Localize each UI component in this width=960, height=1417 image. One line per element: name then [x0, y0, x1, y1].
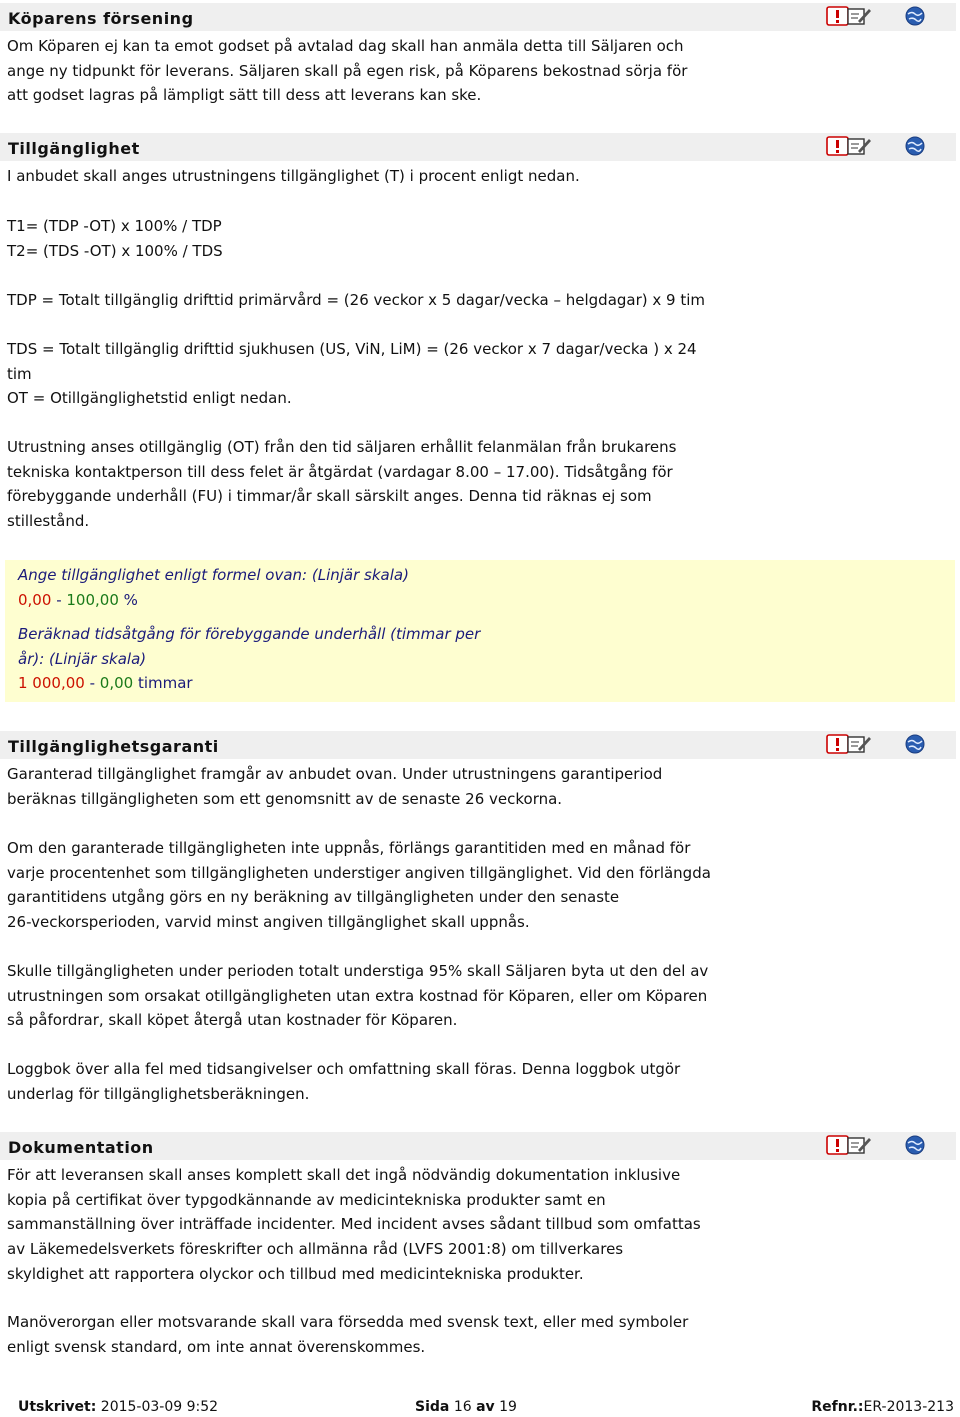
- edit-icon[interactable]: [846, 5, 872, 27]
- section-icons: [826, 5, 936, 29]
- page-of: av: [476, 1399, 495, 1415]
- text-line: Beräknad tidsåtgång för förebyggande underhåll (timmar per: [18, 625, 481, 643]
- text-line: Om Köparen ej kan ta emot godset på avtalad dag skall han anmäla detta till Säljaren och: [7, 37, 684, 55]
- text-line: av Läkemedelsverkets föreskrifter och allmänna råd (LVFS 2001:8) om tillverkares: [7, 1240, 624, 1259]
- text-line: tim: [7, 364, 32, 383]
- text-line: Om den garanterade tillgängligheten inte uppnås, förlängs garantitiden med en månad för: [7, 839, 691, 857]
- text-line: skyldighet att rapportera olyckor och tillbud med medicintekniska produkter.: [7, 1264, 584, 1283]
- dokumentation-p1: [7, 1163, 807, 1287]
- ref-value: ER-2013-213: [863, 1399, 954, 1415]
- text-line: sammanställning över inträffade incidenter. Med incident avses sådant tillbud som omfattas: [7, 1215, 701, 1234]
- text-line: Utrustning anses otillgänglig (OT) från den tid säljaren erhållit felanmälan från brukarens: [7, 438, 677, 456]
- page-number: [415, 1399, 517, 1415]
- tillganglighet-body: [7, 435, 807, 534]
- text-line: Garanterad tillgänglighet framgår av anbudet ovan. Under utrustningens garantiperiod: [7, 765, 663, 783]
- value-unit: timmar: [137, 674, 193, 692]
- definition-ot: OT = Otillgänglighetstid enligt nedan.: [7, 389, 292, 408]
- text-line: För att leveransen skall anses komplett skall det ingå nödvändig dokumentation inklusive: [7, 1166, 681, 1184]
- formula-t2: T2= (TDS -OT) x 100% / TDS: [7, 242, 223, 260]
- section-icons: [826, 135, 936, 159]
- globe-icon[interactable]: [904, 5, 926, 27]
- answer-box: [5, 560, 955, 702]
- value-sep: -: [56, 591, 62, 609]
- value-high: 0,00: [99, 674, 134, 692]
- globe-icon[interactable]: [904, 135, 926, 157]
- garanti-p3: [7, 959, 807, 1033]
- section-header-koparens-forsening: [0, 3, 956, 31]
- question-availability: Ange tillgänglighet enligt formel ovan: (Linjär skala): [18, 566, 409, 584]
- answer-availability: [18, 588, 138, 613]
- text-line: förebyggande underhåll (FU) i timmar/år skall särskilt anges. Denna tid räknas ej som: [7, 487, 652, 506]
- section-header-tillganglighet: [0, 133, 956, 161]
- section-header-garanti: [0, 731, 956, 759]
- section-header-dokumentation: [0, 1132, 956, 1160]
- edit-icon[interactable]: [846, 1134, 872, 1156]
- text-line: beräknas tillgängligheten som ett genomsnitt av de senaste 26 veckorna.: [7, 789, 563, 808]
- value-low: 0,00: [18, 591, 52, 609]
- text-line: varje procentenhet som tillgängligheten understiger angiven tillgänglighet. Vid den förlängda: [7, 863, 711, 882]
- text-line: garantitidens utgång görs en ny beräkning av tillgängligheten under den senaste: [7, 888, 620, 907]
- printed-date: [18, 1399, 218, 1415]
- text-line: att godset lagras på lämpligt sätt till dess att leverans kan ske.: [7, 86, 482, 105]
- definition-tdp: TDP = Totalt tillgänglig drifttid primärvård = (26 veckor x 5 dagar/vecka – helgdagar) x 9 tim: [7, 291, 705, 309]
- page-label: Sida: [415, 1399, 450, 1415]
- text-line: 26-veckorsperioden, varvid minst angiven tillgänglighet skall uppnås.: [7, 913, 530, 932]
- tillganglighet-intro: I anbudet skall anges utrustningens tillgänglighet (T) i procent enligt nedan.: [7, 167, 580, 185]
- value-unit: %: [123, 591, 138, 609]
- text-line: underlag för tillgänglighetsberäkningen.: [7, 1084, 310, 1103]
- text-line: Skulle tillgängligheten under perioden totalt understiga 95% skall Säljaren byta ut den del av: [7, 962, 709, 980]
- garanti-p2: [7, 836, 807, 935]
- section-title: Dokumentation: [8, 1138, 154, 1157]
- globe-icon[interactable]: [904, 733, 926, 755]
- text-line: Manöverorgan eller motsvarande skall vara försedda med svensk text, eller med symboler: [7, 1313, 689, 1331]
- text-line: så påfordrar, skall köpet återgå utan kostnader för Köparen.: [7, 1011, 458, 1030]
- text-line: enligt svensk standard, om inte annat överenskommes.: [7, 1337, 426, 1356]
- koparens-forsening-body: [7, 34, 807, 108]
- section-title: Tillgänglighet: [8, 139, 140, 158]
- section-icons: [826, 733, 936, 757]
- section-title: Köparens försening: [8, 9, 194, 28]
- text-line: år): (Linjär skala): [18, 649, 147, 668]
- formula-t1: T1= (TDP -OT) x 100% / TDP: [7, 217, 222, 235]
- answer-maintenance: [18, 671, 193, 696]
- globe-icon[interactable]: [904, 1134, 926, 1156]
- text-line: stillestånd.: [7, 512, 90, 531]
- text-line: TDS = Totalt tillgänglig drifttid sjukhusen (US, ViN, LiM) = (26 veckor x 7 dagar/vecka ) x 24: [7, 340, 697, 358]
- edit-icon[interactable]: [846, 733, 872, 755]
- reference-number: [811, 1399, 954, 1415]
- page-current: 16: [453, 1399, 472, 1415]
- definition-tds: [7, 337, 907, 411]
- value-sep: -: [89, 674, 95, 692]
- text-line: Loggbok över alla fel med tidsangivelser och omfattning skall föras. Denna loggbok utgör: [7, 1060, 681, 1078]
- printed-value: 2015-03-09 9:52: [100, 1399, 219, 1415]
- garanti-p1: [7, 762, 807, 811]
- text-line: ange ny tidpunkt för leverans. Säljaren skall på egen risk, på Köparens bekostnad sörja för: [7, 61, 688, 80]
- text-line: tekniska kontaktperson till dess felet är åtgärdat (vardagar 8.00 – 17.00). Tidsåtgång för: [7, 462, 673, 481]
- text-line: utrustningen som orsakat otillgängligheten utan extra kostnad för Köparen, eller om Köparen: [7, 986, 708, 1005]
- text-line: kopia på certifikat över typgodkännande av medicintekniska produkter samt en: [7, 1190, 606, 1209]
- page-total: 19: [499, 1399, 517, 1415]
- section-title: Tillgänglighetsgaranti: [8, 737, 219, 756]
- dokumentation-p2: [7, 1310, 807, 1359]
- question-maintenance: [18, 622, 480, 671]
- section-icons: [826, 1134, 936, 1158]
- garanti-p4: [7, 1057, 807, 1106]
- edit-icon[interactable]: [846, 135, 872, 157]
- value-low: 1 000,00: [18, 674, 85, 692]
- ref-label: Refnr.:: [811, 1399, 864, 1415]
- printed-label: Utskrivet:: [18, 1399, 97, 1415]
- value-high: 100,00: [66, 591, 119, 609]
